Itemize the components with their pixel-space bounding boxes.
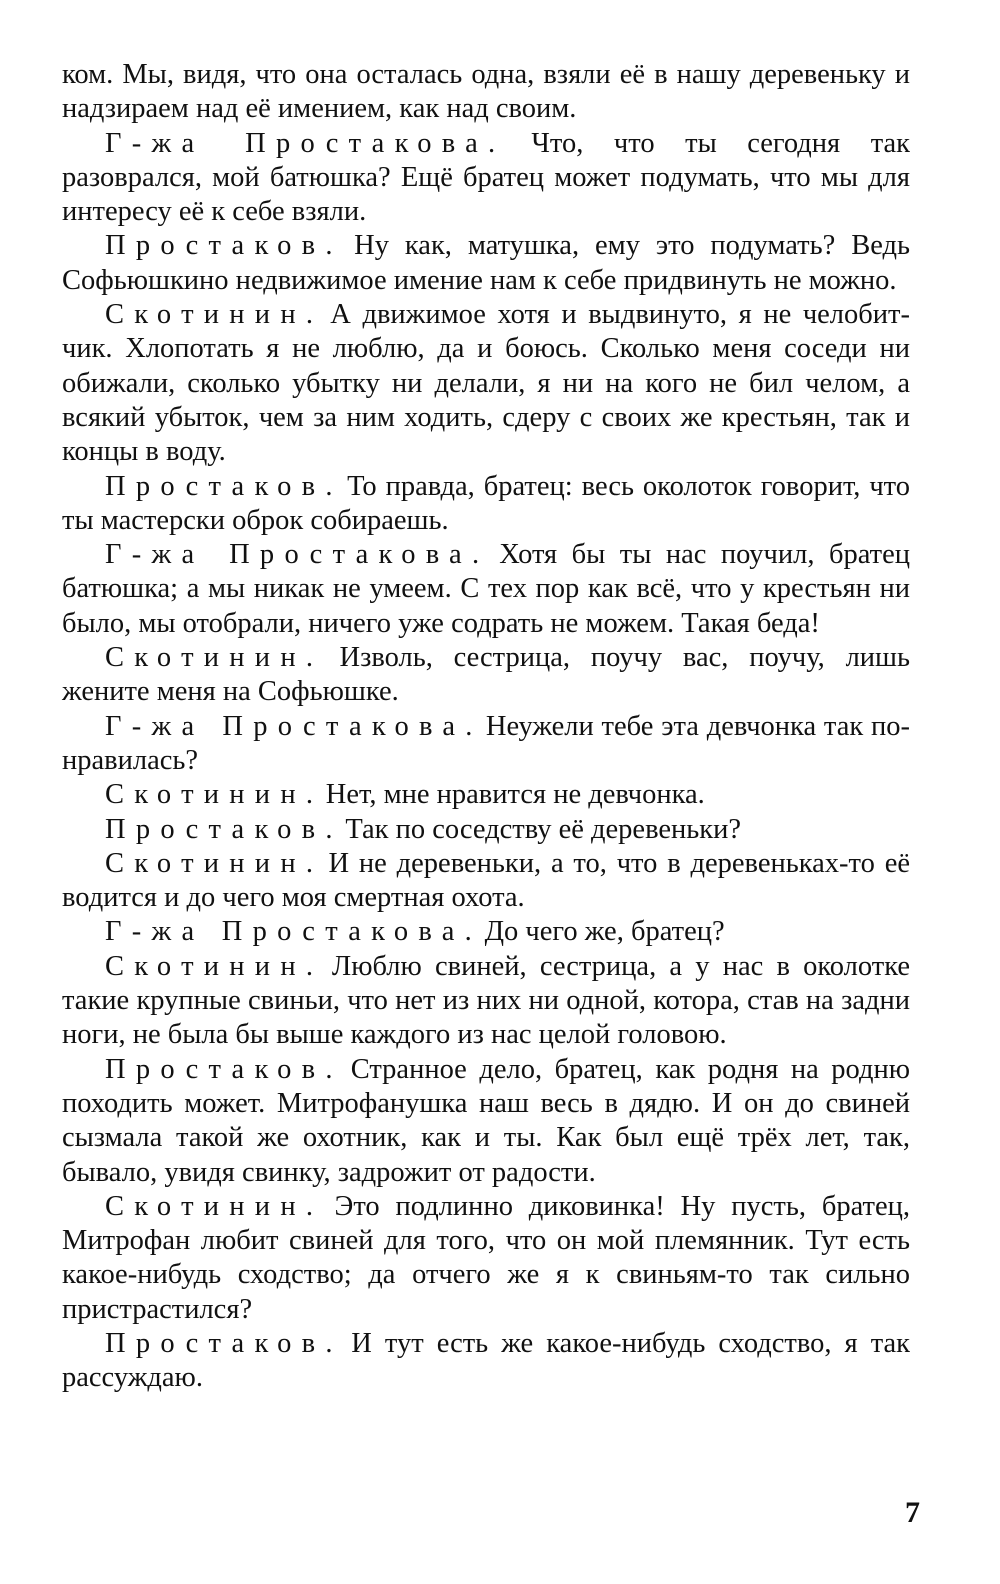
paragraph-text: А движимое хотя и выдвинуто, я не челобитчик. Хлопотать я не люблю, да и боюсь. Сколько меня соседи ни обижали, сколько убытку ни делали, я ни на кого не бил челом, а всякий убыток, чем за ним ходить, сдеру с своих же крестьян, так и концы в воду. xyxy=(62,299,910,468)
paragraph-text: ком. Мы, видя, что она осталась одна, взяли её в нашу деревеньку и надзираем над её имением, как над своим. xyxy=(62,59,910,125)
speaker-name: Простаков. xyxy=(105,1327,343,1359)
paragraph-text: Что, что ты сегодня так разоврался, мой батюшка? Ещё братец может подумать, что мы для интересу её к себе взяли. xyxy=(62,127,910,228)
speaker-name: Простаков. xyxy=(105,1053,343,1085)
paragraph-text: Люблю свиней, сестрица, а у нас в околотке такие крупные свиньи, что нет из них ни одной, котора, став на задни ноги, не была бы выше каждого из нас целой головою. xyxy=(62,950,911,1051)
dialogue-paragraph xyxy=(62,813,910,847)
page-body xyxy=(62,58,910,1396)
speaker-name: Простаков. xyxy=(105,470,343,502)
speaker-name: Скотинин. xyxy=(105,1190,324,1222)
paragraph-text: То правда, братец: весь околоток говорит, что ты мастерски оброк собираешь. xyxy=(62,470,911,536)
dialogue-paragraph xyxy=(62,229,910,298)
dialogue-paragraph xyxy=(62,950,910,1053)
paragraph-text: Неужели тебе эта девчонка так понравилась? xyxy=(62,710,911,776)
paragraph-text: До чего же, братец? xyxy=(484,916,725,948)
dialogue-paragraph xyxy=(62,127,910,230)
dialogue-paragraph xyxy=(62,1327,910,1396)
dialogue-paragraph xyxy=(62,470,910,539)
paragraph-text: И тут есть же какое-нибудь сходство, я так рассуждаю. xyxy=(62,1327,911,1394)
speaker-name: Простаков. xyxy=(105,813,343,845)
paragraph-text: Нет, мне нравится не девчонка. xyxy=(325,779,705,811)
paragraph-continuation xyxy=(62,58,910,127)
paragraph-text: Ну как, матушка, ему это подумать? Ведь Софьюшкино недвижимое имение нам к себе придвинуть не можно. xyxy=(62,230,910,296)
speaker-name: Скотинин. xyxy=(105,847,324,879)
speaker-name: Г-жа Простакова. xyxy=(105,127,506,159)
speaker-name: Скотинин. xyxy=(105,642,324,674)
dialogue-paragraph xyxy=(62,298,910,469)
dialogue-paragraph xyxy=(62,778,910,812)
dialogue-paragraph xyxy=(62,1053,910,1190)
paragraph-text: Странное дело, братец, как родня на родню походить может. Митрофанушка наш весь в дядю. И он до свиней сызмала такой же охотник, как и ты. Как был ещё трёх лет, так, бывало, увидя свинку, задрожит от радости. xyxy=(62,1053,911,1188)
speaker-name: Простаков. xyxy=(105,230,343,262)
paragraph-text: Хотя бы ты нас поучил, братец батюшка; а мы никак не умеем. С тех пор как всё, что у крестьян ни было, мы отобрали, ничего уже содрать не можем. Такая беда! xyxy=(62,539,910,639)
paragraph-text: Так по соседству её деревеньки? xyxy=(345,813,742,845)
speaker-name: Скотинин. xyxy=(105,950,324,982)
paragraph-text: Это подлинно диковинка! Ну пусть, братец, Митрофан любит свиней для того, что он мой племянник. Тут есть какое-нибудь сходство; да отчего же я к свиньям-то так сильно пристрастился? xyxy=(62,1190,910,1325)
speaker-name: Г-жа Простакова. xyxy=(105,916,482,948)
dialogue-paragraph xyxy=(62,538,910,641)
speaker-name: Скотинин. xyxy=(105,779,324,811)
paragraph-text: Изволь, сестрица, поучу вас, поучу, лишь жените меня на Софьюшке. xyxy=(62,642,910,708)
dialogue-paragraph xyxy=(62,847,910,916)
paragraph-text: И не деревеньки, а то, что в деревеньках-то её водится и до чего моя смертная охота. xyxy=(62,847,911,914)
dialogue-paragraph xyxy=(62,641,910,710)
speaker-name: Г-жа Простакова. xyxy=(105,539,490,571)
dialogue-paragraph xyxy=(62,915,910,949)
dialogue-paragraph xyxy=(62,1190,910,1327)
dialogue-paragraph xyxy=(62,710,910,779)
speaker-name: Скотинин. xyxy=(105,299,324,331)
speaker-name: Г-жа Простакова. xyxy=(105,710,483,742)
page-number: 7 xyxy=(905,1496,920,1529)
